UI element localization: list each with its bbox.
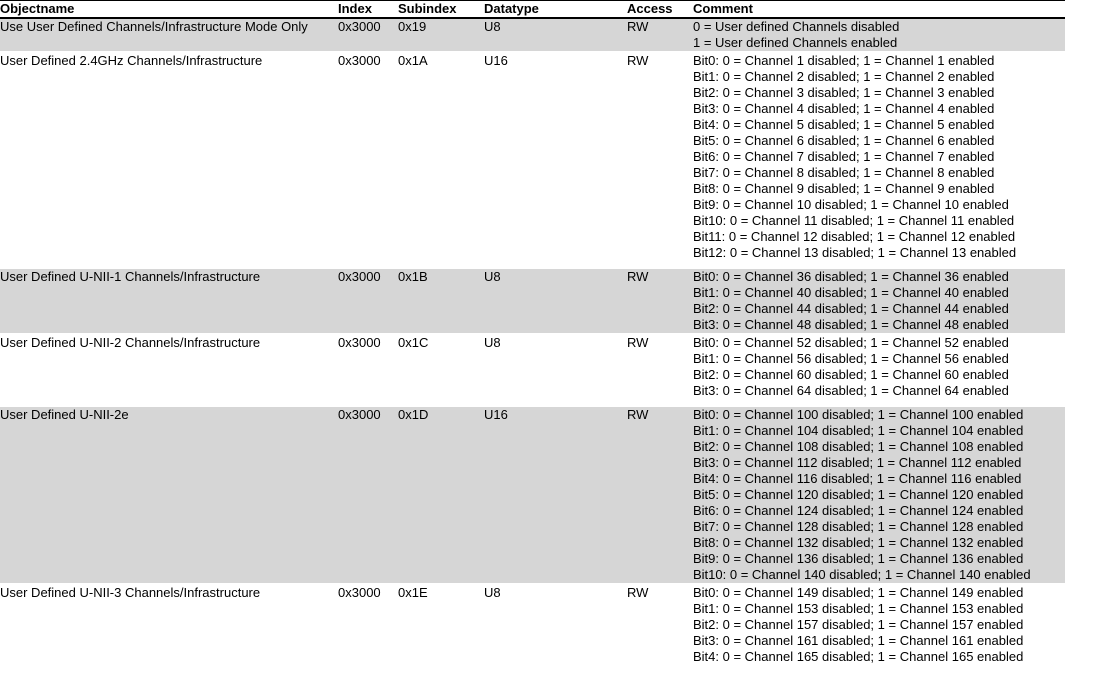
col-header-datatype: Datatype bbox=[484, 1, 627, 19]
table-row bbox=[0, 407, 1065, 583]
cell-comment bbox=[693, 18, 1065, 51]
comment-line: Bit2: 0 = Channel 60 disabled; 1 = Channel 60 enabled bbox=[693, 367, 1009, 382]
cell-subindex: 0x1B bbox=[398, 269, 484, 333]
table-row bbox=[0, 51, 1065, 269]
comment-line: Bit10: 0 = Channel 11 disabled; 1 = Channel 11 enabled bbox=[693, 213, 1015, 228]
comment-line: Bit2: 0 = Channel 3 disabled; 1 = Channel 3 enabled bbox=[693, 85, 995, 100]
comment-line: Bit2: 0 = Channel 108 disabled; 1 = Channel 108 enabled bbox=[693, 439, 1024, 454]
comment-line: Bit2: 0 = Channel 157 disabled; 1 = Channel 157 enabled bbox=[693, 617, 1024, 632]
table-row bbox=[0, 333, 1065, 407]
cell-objectname: User Defined U-NII-2 Channels/Infrastructure bbox=[0, 335, 261, 350]
comment-line: Bit1: 0 = Channel 153 disabled; 1 = Channel 153 enabled bbox=[693, 601, 1024, 616]
comment-line: Bit3: 0 = Channel 4 disabled; 1 = Channel 4 enabled bbox=[693, 101, 995, 116]
col-header-access: Access bbox=[627, 1, 693, 19]
cell-objectname: User Defined U-NII-1 Channels/Infrastructure bbox=[0, 269, 338, 333]
col-header-subindex: Subindex bbox=[398, 1, 484, 19]
col-header-index: Index bbox=[338, 1, 398, 19]
cell-objectname: User Defined U-NII-2e bbox=[0, 407, 338, 583]
cell-objectname: User Defined U-NII-3 Channels/Infrastructure bbox=[0, 585, 261, 600]
comment-line: Bit11: 0 = Channel 12 disabled; 1 = Channel 12 enabled bbox=[693, 229, 1016, 244]
comment-line: Bit4: 0 = Channel 165 disabled; 1 = Channel 165 enabled bbox=[693, 649, 1024, 664]
cell-subindex: 0x19 bbox=[398, 18, 484, 51]
cell-datatype: U8 bbox=[484, 269, 627, 333]
cell-index: 0x3000 bbox=[338, 407, 398, 583]
comment-line: Bit7: 0 = Channel 8 disabled; 1 = Channel 8 enabled bbox=[693, 165, 995, 180]
table-header bbox=[0, 1, 1065, 19]
cell-subindex: 0x1C bbox=[398, 335, 429, 350]
comment-line: Bit6: 0 = Channel 124 disabled; 1 = Channel 124 enabled bbox=[693, 503, 1024, 518]
table-row bbox=[0, 583, 1065, 673]
table-row bbox=[0, 269, 1065, 333]
cell-datatype: U8 bbox=[484, 585, 501, 600]
cell-index: 0x3000 bbox=[338, 269, 398, 333]
comment-line: Bit3: 0 = Channel 48 disabled; 1 = Channel 48 enabled bbox=[693, 317, 1009, 332]
cell-datatype: U16 bbox=[484, 53, 508, 68]
cell-access: RW bbox=[627, 585, 649, 600]
comment-line: Bit0: 0 = Channel 52 disabled; 1 = Channel 52 enabled bbox=[693, 335, 1009, 350]
comment-line: 1 = User defined Channels enabled bbox=[693, 35, 898, 50]
comment-line: Bit7: 0 = Channel 128 disabled; 1 = Channel 128 enabled bbox=[693, 519, 1024, 534]
comment-line: Bit0: 0 = Channel 149 disabled; 1 = Channel 149 enabled bbox=[693, 585, 1024, 600]
comment-line: Bit4: 0 = Channel 116 disabled; 1 = Channel 116 enabled bbox=[693, 471, 1022, 486]
header-row bbox=[0, 1, 1065, 19]
comment-line: Bit0: 0 = Channel 36 disabled; 1 = Channel 36 enabled bbox=[693, 269, 1009, 284]
cell-objectname: Use User Defined Channels/Infrastructure Mode Only bbox=[0, 18, 338, 51]
cell-access: RW bbox=[627, 269, 693, 333]
comment-line: Bit5: 0 = Channel 6 disabled; 1 = Channel 6 enabled bbox=[693, 133, 995, 148]
cell-datatype: U8 bbox=[484, 335, 501, 350]
cell-comment bbox=[693, 333, 1065, 407]
table-body bbox=[0, 18, 1065, 673]
comment-line: Bit4: 0 = Channel 5 disabled; 1 = Channel 5 enabled bbox=[693, 117, 995, 132]
comment-line: 0 = User defined Channels disabled bbox=[693, 19, 900, 34]
comment-line: Bit5: 0 = Channel 120 disabled; 1 = Channel 120 enabled bbox=[693, 487, 1024, 502]
col-header-objectname: Objectname bbox=[0, 1, 338, 19]
cell-subindex: 0x1E bbox=[398, 585, 428, 600]
cell-index: 0x3000 bbox=[338, 335, 381, 350]
table-row bbox=[0, 18, 1065, 51]
comment-line: Bit0: 0 = Channel 100 disabled; 1 = Channel 100 enabled bbox=[693, 407, 1024, 422]
comment-line: Bit10: 0 = Channel 140 disabled; 1 = Channel 140 enabled bbox=[693, 567, 1031, 582]
cell-access: RW bbox=[627, 335, 649, 350]
cell-subindex: 0x1D bbox=[398, 407, 484, 583]
comment-line: Bit3: 0 = Channel 64 disabled; 1 = Channel 64 enabled bbox=[693, 383, 1009, 398]
comment-line: Bit1: 0 = Channel 104 disabled; 1 = Channel 104 enabled bbox=[693, 423, 1024, 438]
cell-index: 0x3000 bbox=[338, 585, 381, 600]
cell-subindex: 0x1A bbox=[398, 53, 428, 68]
comment-line: Bit1: 0 = Channel 2 disabled; 1 = Channel 2 enabled bbox=[693, 69, 995, 84]
comment-line: Bit9: 0 = Channel 10 disabled; 1 = Channel 10 enabled bbox=[693, 197, 1009, 212]
comment-line: Bit12: 0 = Channel 13 disabled; 1 = Channel 13 enabled bbox=[693, 245, 1017, 260]
comment-line: Bit6: 0 = Channel 7 disabled; 1 = Channel 7 enabled bbox=[693, 149, 995, 164]
cell-access: RW bbox=[627, 18, 693, 51]
cell-index: 0x3000 bbox=[338, 53, 381, 68]
comment-line: Bit0: 0 = Channel 1 disabled; 1 = Channel 1 enabled bbox=[693, 53, 995, 68]
cell-comment bbox=[693, 407, 1065, 583]
cell-access: RW bbox=[627, 53, 649, 68]
comment-line: Bit2: 0 = Channel 44 disabled; 1 = Channel 44 enabled bbox=[693, 301, 1009, 316]
comment-line: Bit1: 0 = Channel 56 disabled; 1 = Channel 56 enabled bbox=[693, 351, 1009, 366]
comment-line: Bit8: 0 = Channel 9 disabled; 1 = Channel 9 enabled bbox=[693, 181, 995, 196]
col-header-comment: Comment bbox=[693, 1, 1065, 19]
cell-datatype: U8 bbox=[484, 18, 627, 51]
cell-comment bbox=[693, 51, 1065, 269]
cell-comment bbox=[693, 269, 1065, 333]
cell-access: RW bbox=[627, 407, 693, 583]
cell-objectname: User Defined 2.4GHz Channels/Infrastructure bbox=[0, 53, 263, 68]
comment-line: Bit1: 0 = Channel 40 disabled; 1 = Channel 40 enabled bbox=[693, 285, 1009, 300]
comment-line: Bit3: 0 = Channel 112 disabled; 1 = Channel 112 enabled bbox=[693, 455, 1022, 470]
comment-line: Bit8: 0 = Channel 132 disabled; 1 = Channel 132 enabled bbox=[693, 535, 1024, 550]
comment-line: Bit9: 0 = Channel 136 disabled; 1 = Channel 136 enabled bbox=[693, 551, 1024, 566]
cell-index: 0x3000 bbox=[338, 18, 398, 51]
comment-line: Bit3: 0 = Channel 161 disabled; 1 = Channel 161 enabled bbox=[693, 633, 1024, 648]
cell-comment bbox=[693, 583, 1065, 673]
cell-datatype: U16 bbox=[484, 407, 627, 583]
